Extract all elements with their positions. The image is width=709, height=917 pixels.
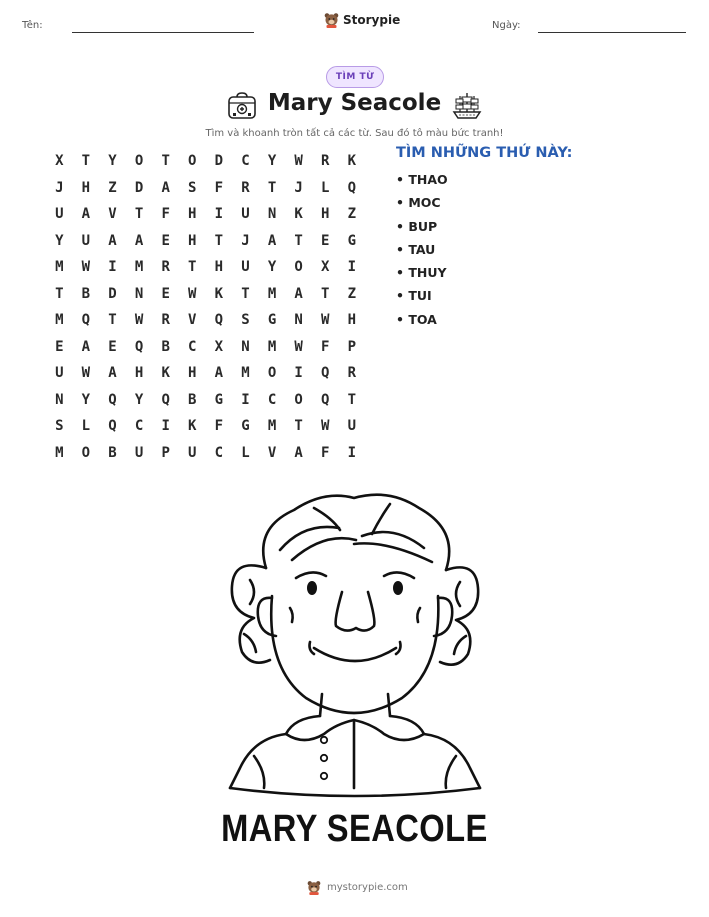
word-list-title: TÌM NHỮNG THỨ NÀY: xyxy=(396,145,573,161)
grid-cell[interactable]: A xyxy=(108,365,117,382)
grid-cell[interactable]: H xyxy=(321,206,330,223)
grid-cell[interactable]: T xyxy=(108,312,117,329)
grid-cell[interactable]: T xyxy=(188,259,197,276)
word-list xyxy=(396,172,448,335)
grid-cell[interactable]: Q xyxy=(134,338,144,355)
grid-cell[interactable]: N xyxy=(241,338,250,355)
grid-cell[interactable]: X xyxy=(214,338,224,355)
grid-cell[interactable]: L xyxy=(241,444,250,461)
grid-cell[interactable]: T xyxy=(267,179,277,196)
grid-cell[interactable]: M xyxy=(267,338,277,355)
grid-cell[interactable]: F xyxy=(321,338,330,355)
grid-cell[interactable]: D xyxy=(214,153,224,170)
word-search-grid[interactable] xyxy=(46,148,365,466)
grid-cell[interactable]: I xyxy=(161,418,170,435)
grid-cell[interactable]: Y xyxy=(81,391,91,408)
mary-seacole-portrait[interactable] xyxy=(214,488,494,798)
grid-cell[interactable]: T xyxy=(241,285,250,302)
word-item: • BUP xyxy=(396,218,438,234)
grid-cell[interactable]: E xyxy=(321,232,330,249)
grid-cell[interactable]: Q xyxy=(214,312,224,329)
grid-cell[interactable]: T xyxy=(347,391,357,408)
date-line[interactable] xyxy=(538,32,686,33)
ship-icon xyxy=(452,92,482,120)
grid-cell[interactable]: P xyxy=(347,338,357,355)
grid-cell[interactable]: U xyxy=(81,232,91,249)
grid-cell[interactable]: G xyxy=(347,232,357,249)
grid-cell[interactable]: E xyxy=(108,338,117,355)
grid-cell[interactable]: I xyxy=(108,259,117,276)
grid-cell[interactable]: W xyxy=(294,153,303,170)
grid-cell[interactable]: K xyxy=(214,285,224,302)
grid-cell[interactable]: B xyxy=(81,285,91,302)
grid-cell[interactable]: A xyxy=(81,206,91,223)
grid-cell[interactable]: Y xyxy=(108,153,117,170)
grid-cell[interactable]: H xyxy=(188,365,197,382)
page-title: Mary Seacole xyxy=(267,90,442,116)
grid-cell[interactable]: Q xyxy=(81,312,91,329)
grid-cell[interactable]: X xyxy=(55,153,64,170)
grid-cell[interactable]: R xyxy=(161,259,170,276)
grid-cell[interactable]: Q xyxy=(108,418,117,435)
grid-cell[interactable]: V xyxy=(108,206,117,223)
grid-cell[interactable]: X xyxy=(321,259,330,276)
grid-cell[interactable]: L xyxy=(321,179,330,196)
grid-cell[interactable]: O xyxy=(267,365,277,382)
grid-cell[interactable]: H xyxy=(81,179,91,196)
grid-cell[interactable]: M xyxy=(55,444,64,461)
grid-cell[interactable]: C xyxy=(188,338,197,355)
grid-cell[interactable]: A xyxy=(134,232,144,249)
grid-cell[interactable]: U xyxy=(55,365,64,382)
grid-cell[interactable]: Q xyxy=(321,391,330,408)
grid-cell[interactable]: U xyxy=(241,259,250,276)
word-item: • TAU xyxy=(396,241,436,257)
grid-cell[interactable]: K xyxy=(161,365,170,382)
grid-cell[interactable]: R xyxy=(321,153,330,170)
grid-cell[interactable]: M xyxy=(267,285,277,302)
grid-cell[interactable]: F xyxy=(214,179,224,196)
grid-cell[interactable]: N xyxy=(294,312,303,329)
grid-cell[interactable]: M xyxy=(134,259,144,276)
grid-cell[interactable]: V xyxy=(188,312,197,329)
grid-cell[interactable]: T xyxy=(55,285,64,302)
grid-cell[interactable]: A xyxy=(267,232,277,249)
grid-cell[interactable]: Q xyxy=(108,391,117,408)
instructions: Tìm và khoanh tròn tất cả các từ. Sau đó tô màu bức tranh! xyxy=(205,128,504,139)
grid-cell[interactable]: C xyxy=(134,418,144,435)
grid-cell[interactable]: Y xyxy=(55,232,64,249)
grid-cell[interactable]: R xyxy=(241,179,250,196)
grid-cell[interactable]: W xyxy=(321,312,330,329)
grid-cell[interactable]: T xyxy=(81,153,91,170)
grid-cell[interactable]: W xyxy=(81,259,91,276)
grid-cell[interactable]: O xyxy=(188,153,197,170)
grid-cell[interactable]: T xyxy=(134,206,144,223)
grid-cell[interactable]: H xyxy=(214,259,224,276)
grid-cell[interactable]: N xyxy=(134,285,144,302)
grid-cell[interactable]: A xyxy=(161,179,170,196)
grid-cell[interactable]: A xyxy=(214,365,224,382)
grid-cell[interactable]: F xyxy=(161,206,170,223)
grid-cell[interactable]: C xyxy=(214,444,224,461)
grid-cell[interactable]: O xyxy=(81,444,91,461)
grid-cell[interactable]: J xyxy=(294,179,303,196)
grid-cell[interactable]: Y xyxy=(134,391,144,408)
brand-name: Storypie xyxy=(343,13,401,27)
word-item: • MOC xyxy=(396,195,441,211)
grid-cell[interactable]: S xyxy=(188,179,197,196)
grid-cell[interactable]: A xyxy=(108,232,117,249)
grid-cell[interactable]: O xyxy=(294,391,303,408)
word-item: • TOA xyxy=(396,311,437,327)
grid-cell[interactable]: Z xyxy=(347,206,357,223)
footer-url: mystorypie.com xyxy=(327,882,408,893)
grid-cell[interactable]: H xyxy=(134,365,144,382)
grid-cell[interactable]: A xyxy=(294,285,303,302)
grid-cell[interactable]: D xyxy=(108,285,117,302)
grid-cell[interactable]: W xyxy=(321,418,330,435)
grid-cell[interactable]: W xyxy=(81,365,91,382)
grid-cell[interactable]: Q xyxy=(321,365,330,382)
name-label: Tên: xyxy=(22,20,43,31)
grid-cell[interactable]: U xyxy=(188,444,197,461)
name-line[interactable] xyxy=(72,32,254,33)
bear-logo-icon xyxy=(324,12,339,28)
date-label: Ngày: xyxy=(492,20,521,31)
grid-cell[interactable]: V xyxy=(267,444,277,461)
grid-cell[interactable]: C xyxy=(267,391,277,408)
grid-cell[interactable]: J xyxy=(241,232,250,249)
grid-cell[interactable]: Y xyxy=(267,259,277,276)
grid-cell[interactable]: B xyxy=(161,338,170,355)
grid-cell[interactable]: D xyxy=(134,179,144,196)
grid-cell[interactable]: Y xyxy=(267,153,277,170)
grid-cell[interactable]: P xyxy=(161,444,170,461)
brand xyxy=(324,12,400,28)
grid-cell[interactable]: W xyxy=(134,312,144,329)
grid-cell[interactable]: H xyxy=(188,206,197,223)
grid-cell[interactable]: E xyxy=(55,338,64,355)
grid-cell[interactable]: L xyxy=(81,418,91,435)
grid-cell[interactable]: B xyxy=(108,444,117,461)
grid-cell[interactable]: K xyxy=(294,206,303,223)
grid-cell[interactable]: G xyxy=(214,391,224,408)
grid-cell[interactable]: M xyxy=(267,418,277,435)
portrait-caption: MARY SEACOLE xyxy=(221,808,488,850)
grid-cell[interactable]: E xyxy=(161,232,170,249)
word-item: • THUY xyxy=(396,265,447,281)
grid-cell[interactable]: T xyxy=(294,418,303,435)
grid-cell[interactable]: T xyxy=(321,285,330,302)
word-item: • THAO xyxy=(396,172,448,187)
grid-cell[interactable]: F xyxy=(321,444,330,461)
grid-cell[interactable]: I xyxy=(347,444,357,461)
grid-cell[interactable]: Z xyxy=(347,285,357,302)
grid-cell[interactable]: M xyxy=(55,259,64,276)
grid-cell[interactable]: Z xyxy=(108,179,117,196)
activity-badge: TÌM TỪ xyxy=(326,66,384,88)
grid-cell[interactable]: G xyxy=(241,418,250,435)
grid-cell[interactable]: H xyxy=(188,232,197,249)
grid-cell[interactable]: A xyxy=(81,338,91,355)
grid-cell[interactable]: Q xyxy=(161,391,170,408)
footer xyxy=(307,880,408,895)
grid-cell[interactable]: N xyxy=(267,206,277,223)
grid-cell[interactable]: B xyxy=(188,391,197,408)
bear-logo-icon xyxy=(307,880,321,895)
grid-cell[interactable]: U xyxy=(241,206,250,223)
word-item: • TUI xyxy=(396,288,432,304)
grid-cell[interactable]: N xyxy=(55,391,64,408)
grid-cell[interactable]: R xyxy=(347,365,357,382)
grid-cell[interactable]: E xyxy=(161,285,170,302)
grid-cell[interactable]: M xyxy=(241,365,250,382)
grid-cell[interactable]: O xyxy=(134,153,144,170)
grid-cell[interactable]: S xyxy=(55,418,64,435)
grid-cell[interactable]: Q xyxy=(347,179,357,196)
grid-cell[interactable]: U xyxy=(347,418,357,435)
grid-cell[interactable]: W xyxy=(188,285,197,302)
grid-cell[interactable]: S xyxy=(241,312,250,329)
grid-cell[interactable]: I xyxy=(294,365,303,382)
grid-cell[interactable]: R xyxy=(161,312,170,329)
grid-cell[interactable]: I xyxy=(347,259,357,276)
grid-cell[interactable]: T xyxy=(294,232,303,249)
grid-cell[interactable]: G xyxy=(267,312,277,329)
grid-cell[interactable]: I xyxy=(214,206,224,223)
grid-cell[interactable]: A xyxy=(294,444,303,461)
grid-cell[interactable]: K xyxy=(188,418,197,435)
grid-cell[interactable]: T xyxy=(214,232,224,249)
grid-cell[interactable]: W xyxy=(294,338,303,355)
grid-cell[interactable]: M xyxy=(55,312,64,329)
grid-cell[interactable]: U xyxy=(55,206,64,223)
grid-cell[interactable]: I xyxy=(241,391,250,408)
grid-cell[interactable]: T xyxy=(161,153,170,170)
grid-cell[interactable]: C xyxy=(241,153,250,170)
grid-cell[interactable]: O xyxy=(294,259,303,276)
grid-cell[interactable]: K xyxy=(347,153,357,170)
grid-cell[interactable]: U xyxy=(134,444,144,461)
grid-cell[interactable]: J xyxy=(55,179,64,196)
grid-cell[interactable]: F xyxy=(214,418,224,435)
grid-cell[interactable]: H xyxy=(347,312,357,329)
